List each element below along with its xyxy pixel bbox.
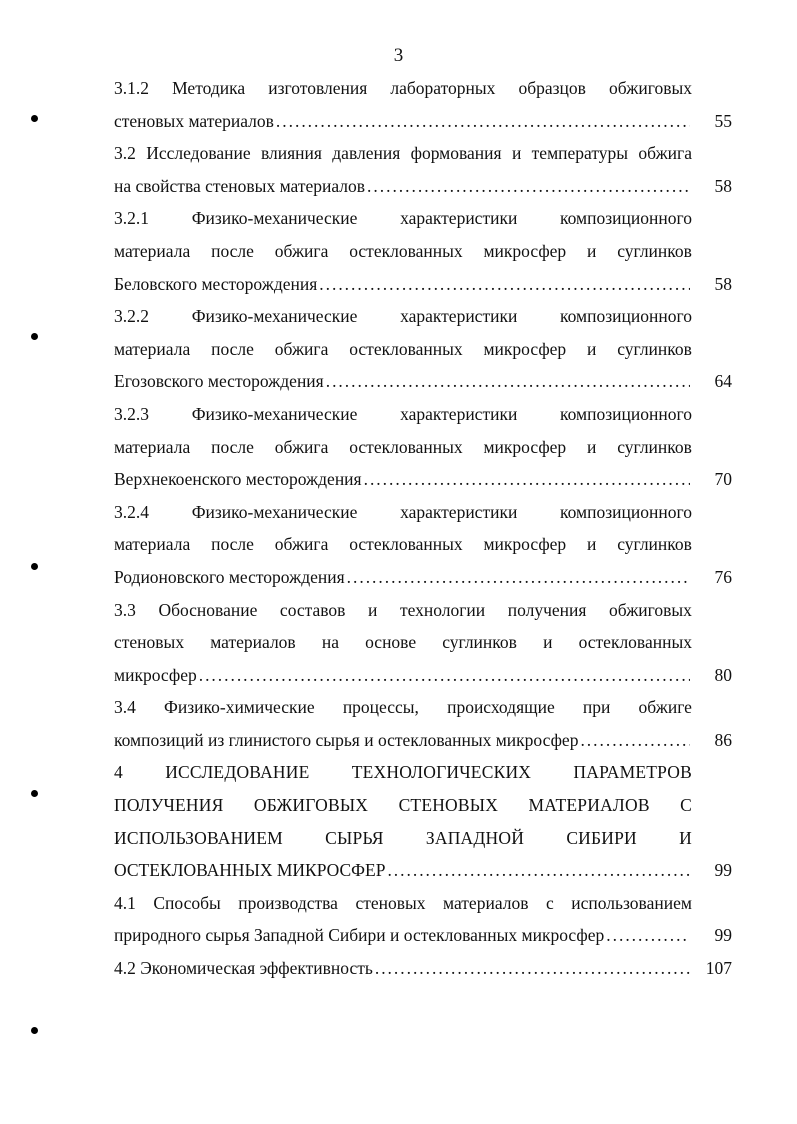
toc-page-number: 70 <box>714 469 732 490</box>
toc-word: 3.2.1 <box>114 208 149 229</box>
toc-word: производства <box>238 892 338 913</box>
toc-word: Физико-механические <box>191 403 358 424</box>
toc-entry <box>114 496 732 594</box>
toc-entry-title: Родионовского месторождения <box>114 566 345 587</box>
binding-hole-mark <box>31 333 38 340</box>
table-of-contents <box>114 72 732 985</box>
toc-word: после <box>211 338 254 359</box>
toc-entry-last-line <box>114 659 732 692</box>
toc-page-number: 99 <box>714 925 732 946</box>
toc-entry-title: природного сырья Западной Сибири и остеклованных микросфер <box>114 925 605 946</box>
dot-leader <box>276 105 690 138</box>
toc-entry-title: Беловского месторождения <box>114 273 318 294</box>
toc-word: 3.1.2 <box>114 78 149 98</box>
toc-word: образцов <box>518 78 586 98</box>
dot-leader <box>387 854 690 887</box>
toc-word: и <box>587 436 597 457</box>
toc-word: температуры <box>531 143 629 164</box>
toc-word: Способы <box>153 892 221 913</box>
dot-leader <box>326 365 690 398</box>
toc-entry <box>114 202 732 300</box>
binding-hole-mark <box>31 115 38 122</box>
toc-word: Физико-механические <box>191 208 358 229</box>
toc-word: обжига <box>274 338 329 359</box>
toc-word: 3.2.2 <box>114 306 149 327</box>
binding-hole-mark <box>31 1027 38 1034</box>
toc-word: 3.4 <box>114 697 136 718</box>
dot-leader <box>347 561 690 594</box>
toc-word: композиционного <box>560 403 692 424</box>
toc-entry-last-line <box>114 105 732 138</box>
toc-entry <box>114 137 732 202</box>
toc-word: обжиговых <box>609 78 692 98</box>
toc-page-number: 64 <box>714 371 732 392</box>
toc-word: остеклованных <box>349 338 463 359</box>
toc-word: процессы, <box>342 697 419 718</box>
toc-word: давления <box>332 143 401 164</box>
toc-word: Физико-механические <box>191 306 358 327</box>
toc-word: СЫРЬЯ <box>325 827 384 848</box>
toc-entry-line <box>114 822 692 855</box>
toc-word: лабораторных <box>390 78 496 98</box>
toc-word: суглинков <box>617 338 692 359</box>
toc-word: Физико-механические <box>191 501 358 522</box>
toc-word: обжиговых <box>609 599 692 620</box>
toc-page-number: 86 <box>714 729 732 750</box>
toc-word: происходящие <box>447 697 555 718</box>
toc-word: материала <box>114 338 191 359</box>
toc-word: использованием <box>571 892 692 913</box>
binding-hole-mark <box>31 563 38 570</box>
toc-word: и <box>587 338 597 359</box>
toc-word: ИССЛЕДОВАНИЕ <box>165 762 310 783</box>
toc-entry-last-line <box>114 463 732 496</box>
toc-word: и <box>587 534 597 555</box>
toc-word: характеристики <box>400 306 518 327</box>
toc-word: характеристики <box>400 403 518 424</box>
toc-word: Обоснование <box>158 599 258 620</box>
toc-word: микросфер <box>483 436 567 457</box>
toc-entry <box>114 398 732 496</box>
toc-word: после <box>211 534 254 555</box>
toc-page-number: 99 <box>714 860 732 881</box>
toc-word: обжига <box>274 534 329 555</box>
toc-word: остеклованных <box>578 632 692 653</box>
toc-word: ОБЖИГОВЫХ <box>253 795 369 816</box>
dot-leader <box>364 463 690 496</box>
toc-entry-title: микросфер <box>114 664 197 685</box>
toc-word: на <box>321 632 339 653</box>
toc-word: характеристики <box>400 501 518 522</box>
toc-entry-title: композиций из глинистого сырья и остеклованных микросфер <box>114 729 579 750</box>
toc-entry-line <box>114 691 692 724</box>
toc-word: ТЕХНОЛОГИЧЕСКИХ <box>351 762 532 783</box>
toc-word: основе <box>365 632 417 653</box>
toc-page-number: 80 <box>714 664 732 685</box>
toc-word: микросфер <box>483 534 567 555</box>
toc-word: Исследование <box>146 143 251 164</box>
toc-word: после <box>211 436 254 457</box>
toc-entry-last-line <box>114 561 732 594</box>
toc-word: Физико-химические <box>164 697 315 718</box>
toc-page-number: 76 <box>714 566 732 587</box>
toc-entry-last-line <box>114 365 732 398</box>
toc-word: СИБИРИ <box>566 827 637 848</box>
toc-entry <box>114 72 732 137</box>
toc-entry <box>114 300 732 398</box>
toc-word: влияния <box>260 143 322 164</box>
binding-hole-mark <box>31 790 38 797</box>
toc-word: обжига <box>274 240 329 261</box>
toc-word: технологии <box>399 599 486 620</box>
toc-word: 3.3 <box>114 599 136 620</box>
toc-entry-line <box>114 496 692 529</box>
toc-word: композиционного <box>560 501 692 522</box>
toc-entry-line <box>114 626 692 659</box>
toc-word: стеновых <box>355 892 426 913</box>
toc-entry-title: Егозовского месторождения <box>114 371 324 392</box>
dot-leader <box>367 170 690 203</box>
toc-entry-line <box>114 300 692 333</box>
toc-word: 3.2.4 <box>114 501 149 522</box>
toc-word: С <box>680 795 692 816</box>
dot-leader <box>606 919 690 952</box>
toc-word: материала <box>114 240 191 261</box>
toc-word: стеновых <box>114 632 185 653</box>
toc-word: характеристики <box>400 208 518 229</box>
toc-word: и <box>587 240 597 261</box>
toc-entry-title: Верхнекоенского месторождения <box>114 469 362 490</box>
toc-word: микросфер <box>483 338 567 359</box>
toc-word: и <box>511 143 522 164</box>
toc-entry-line <box>114 137 692 170</box>
toc-entry-line <box>114 398 692 431</box>
toc-entry-title: стеновых материалов <box>114 110 274 131</box>
toc-entry <box>114 594 732 692</box>
toc-page-number: 58 <box>714 175 732 196</box>
toc-entry-last-line <box>114 724 732 757</box>
toc-word: 4.1 <box>114 892 136 913</box>
toc-word: материала <box>114 534 191 555</box>
toc-entry-line <box>114 431 692 464</box>
toc-word: изготовления <box>268 78 368 98</box>
toc-word: материалов <box>210 632 296 653</box>
toc-word: материала <box>114 436 191 457</box>
toc-entry-last-line <box>114 919 732 952</box>
toc-page-number: 107 <box>705 958 732 979</box>
toc-word: МАТЕРИАЛОВ <box>528 795 650 816</box>
toc-word: после <box>211 240 254 261</box>
toc-entry-line <box>114 333 692 366</box>
toc-word: суглинков <box>617 534 692 555</box>
toc-entry-last-line <box>114 854 732 887</box>
dot-leader <box>375 952 690 985</box>
toc-word: ПАРАМЕТРОВ <box>573 762 692 783</box>
toc-word: получения <box>507 599 587 620</box>
toc-word: композиционного <box>560 208 692 229</box>
toc-word: обжига <box>638 143 692 164</box>
page-number: 3 <box>393 45 404 66</box>
toc-word: формования <box>410 143 502 164</box>
toc-entry <box>114 691 732 756</box>
dot-leader <box>319 268 690 301</box>
toc-word: остеклованных <box>349 436 463 457</box>
toc-word: суглинков <box>617 436 692 457</box>
toc-entry-last-line <box>114 268 732 301</box>
toc-word: и <box>543 632 553 653</box>
toc-word: составов <box>279 599 346 620</box>
toc-entry-line <box>114 756 692 789</box>
toc-entry-title: на свойства стеновых материалов <box>114 175 366 196</box>
toc-word: при <box>582 697 611 718</box>
toc-entry-line <box>114 72 692 105</box>
toc-word: с <box>545 892 554 913</box>
toc-entry-line <box>114 594 692 627</box>
toc-page-number: 55 <box>714 110 732 131</box>
toc-entry-line <box>114 235 692 268</box>
toc-word: остеклованных <box>349 534 463 555</box>
toc-entry-line <box>114 789 692 822</box>
toc-word: СТЕНОВЫХ <box>398 795 499 816</box>
toc-word: обжига <box>274 436 329 457</box>
toc-word: 3.2.3 <box>114 403 149 424</box>
toc-entry-line <box>114 528 692 561</box>
toc-entry-title: 4.2 Экономическая эффективность <box>114 958 373 979</box>
toc-word: Методика <box>172 78 246 98</box>
toc-word: композиционного <box>560 306 692 327</box>
toc-entry-line <box>114 202 692 235</box>
toc-word: 4 <box>114 762 123 783</box>
toc-entry-last-line <box>114 170 732 203</box>
toc-entry-title: ОСТЕКЛОВАННЫХ МИКРОСФЕР <box>114 860 386 881</box>
toc-word: ЗАПАДНОЙ <box>425 827 525 848</box>
toc-entry <box>114 887 732 952</box>
toc-entry-last-line <box>114 952 732 985</box>
toc-word: И <box>679 827 692 848</box>
toc-entry <box>114 952 732 985</box>
toc-word: остеклованных <box>349 240 463 261</box>
dot-leader <box>199 659 690 692</box>
toc-word: 3.2 <box>114 143 136 164</box>
toc-page-number: 58 <box>714 273 732 294</box>
toc-entry-line <box>114 887 692 920</box>
toc-word: ПОЛУЧЕНИЯ <box>114 795 224 816</box>
toc-word: и <box>368 599 378 620</box>
toc-word: ИСПОЛЬЗОВАНИЕМ <box>114 827 283 848</box>
toc-word: обжиге <box>638 697 692 718</box>
dot-leader <box>580 724 690 757</box>
toc-entry <box>114 756 732 886</box>
toc-word: материалов <box>443 892 529 913</box>
toc-word: суглинков <box>442 632 517 653</box>
toc-word: микросфер <box>483 240 567 261</box>
toc-word: суглинков <box>617 240 692 261</box>
